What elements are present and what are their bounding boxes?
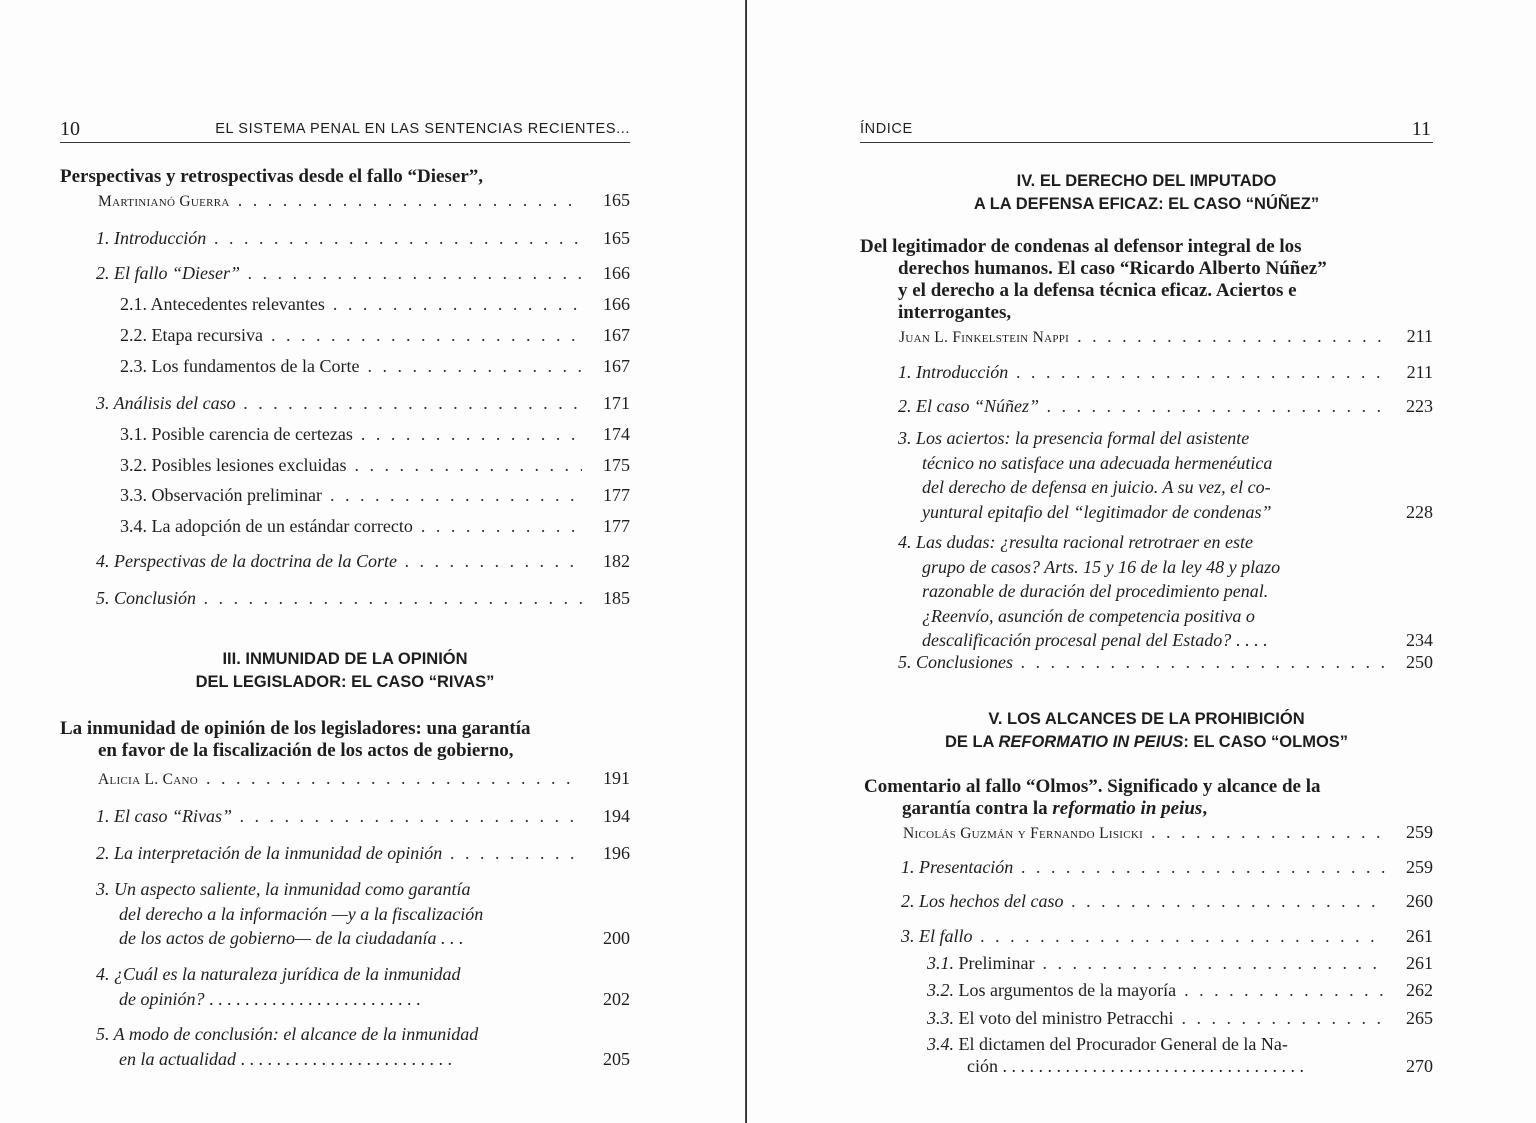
article-title: La inmunidad de opinión de los legisladores: una garantía en favor de la fiscalización de los actos de gobierno, <box>60 718 531 761</box>
author-name: Alicia L. Cano <box>98 771 198 788</box>
toc-subentry[interactable]: 3.2. Posibles lesiones excluidas . . . 175 <box>120 455 630 476</box>
section-heading: III. INMUNIDAD DE LA OPINIÓN DEL LEGISLADOR: EL CASO “RIVAS” <box>195 650 495 691</box>
section-heading: IV. EL DERECHO DEL IMPUTADO A LA DEFENSA EFICAZ: EL CASO “NÚÑEZ” <box>973 172 1320 213</box>
toc-subentry[interactable]: 2.2. Etapa recursiva . . . 167 <box>120 325 630 346</box>
section-heading: V. LOS ALCANCES DE LA PROHIBICIÓN DE LA REFORMATIO IN PEIUS: EL CASO “OLMOS” <box>944 710 1349 751</box>
toc-author-entry[interactable] <box>98 190 630 212</box>
right-page <box>747 0 1536 1123</box>
toc-subentry-multiline[interactable]: 3.4. El dictamen del Procurador General de la Na- ción . . . . . . . . . . . . . . . . . . . . . . . . . . . . . . . . . . 270 <box>927 1034 1433 1076</box>
toc-entry[interactable]: 5. Conclusión . . . 185 <box>96 588 630 609</box>
toc-subentry[interactable]: 2.1. Antecedentes relevantes . . . 166 <box>120 294 630 315</box>
toc-entry-multiline[interactable]: 3. Los aciertos: la presencia formal del asistente técnico no satisface una adecuada hermenéutica del derecho de defensa en juicio. A su vez, el co- yuntural epitafio del “legitimador de condenas” 228 <box>898 428 1433 522</box>
toc-subentry[interactable]: 2.3. Los fundamentos de la Corte . . . 167 <box>120 356 630 377</box>
article-title: Perspectivas y retrospectivas desde el fallo “Dieser”, <box>60 166 484 187</box>
running-head: EL SISTEMA PENAL EN LAS SENTENCIAS RECIENTES... <box>215 121 630 137</box>
article-title: Del legitimador de condenas al defensor integral de los derechos humanos. El caso “Ricardo Alberto Núñez” y el derecho a la defensa técnica eficaz. Aciertos e interrogantes, <box>860 236 1327 323</box>
toc-entry[interactable]: 1. Presentación . . . 259 <box>901 857 1433 878</box>
toc-entry[interactable]: 4. Perspectivas de la doctrina de la Corte . . . 182 <box>96 551 630 572</box>
toc-entry[interactable]: 3. El fallo . . . 261 <box>901 926 1433 947</box>
running-head: ÍNDICE <box>860 121 913 137</box>
left-running-header <box>60 118 630 143</box>
author-name: Martinianó Guerra <box>98 193 230 210</box>
toc-entry[interactable]: 2. El fallo “Dieser” . . . 166 <box>96 263 630 284</box>
toc-subentry[interactable]: 3.2. Los argumentos de la mayoría . . . 262 <box>927 980 1433 1001</box>
toc-entry[interactable]: 1. Introducción . . . 165 <box>96 228 630 249</box>
toc-entry[interactable]: 2. El caso “Núñez” . . . 223 <box>898 396 1433 417</box>
dot-leader <box>238 190 582 211</box>
toc-subentry[interactable]: 3.3. El voto del ministro Petracchi . . . 265 <box>927 1008 1433 1029</box>
toc-subentry[interactable]: 3.3. Observación preliminar . . . 177 <box>120 485 630 506</box>
toc-entry-multiline[interactable]: 3. Un aspecto saliente, la inmunidad como garantía del derecho a la información —y a la fiscalización de los actos de gobierno— de la ciudadanía . . . 200 <box>96 879 630 948</box>
toc-subentry[interactable]: 3.4. La adopción de un estándar correcto . . . 177 <box>120 516 630 537</box>
toc-entry[interactable]: 5. Conclusiones . . . 250 <box>898 652 1433 673</box>
toc-author-entry[interactable]: Alicia L. Cano . . . 191 <box>98 768 630 790</box>
toc-subentry[interactable]: 3.1. Preliminar . . . 261 <box>927 953 1433 974</box>
toc-entry[interactable]: 2. Los hechos del caso . . . 260 <box>901 891 1433 912</box>
toc-entry-multiline[interactable]: 4. Las dudas: ¿resulta racional retrotraer en este grupo de casos? Arts. 15 y 16 de la ley 48 y plazo razonable de duración del procedimiento penal. ¿Reenvío, asunción de competencia positiva o descalificación procesal penal del Estado? . . . . 234 <box>898 532 1433 650</box>
toc-entry-multiline[interactable]: 5. A modo de conclusión: el alcance de la inmunidad en la actualidad . . . . . . . . . . . . . . . . . . . . . . . . 205 <box>96 1024 630 1069</box>
toc-entry[interactable]: 3. Análisis del caso . . . 171 <box>96 393 630 414</box>
page-number: 11 <box>1411 118 1431 140</box>
toc-entry[interactable]: 2. La interpretación de la inmunidad de opinión . . . 196 <box>96 843 630 864</box>
toc-entry-multiline[interactable]: 4. ¿Cuál es la naturaleza jurídica de la inmunidad de opinión? . . . . . . . . . . . . . . . . . . . . . . . . 202 <box>96 964 630 1009</box>
left-page <box>0 0 745 1123</box>
toc-entry[interactable]: 1. El caso “Rivas” . . . 194 <box>96 806 630 827</box>
toc-author-entry[interactable]: Nicolás Guzmán y Fernando Lisicki . . . 259 <box>903 822 1433 844</box>
page-ref: 165 <box>603 190 630 210</box>
author-name: Nicolás Guzmán y Fernando Lisicki <box>903 825 1144 842</box>
toc-subentry[interactable]: 3.1. Posible carencia de certezas . . . 174 <box>120 424 630 445</box>
right-running-header <box>860 118 1433 143</box>
page-number: 10 <box>60 118 80 140</box>
toc-entry[interactable]: 1. Introducción . . . 211 <box>898 362 1433 383</box>
toc-author-entry[interactable]: Juan L. Finkelstein Nappi . . . 211 <box>899 326 1433 348</box>
article-title: Comentario al fallo “Olmos”. Significado y alcance de la garantía contra la reformatio in peius, <box>864 776 1321 819</box>
author-name: Juan L. Finkelstein Nappi <box>899 329 1070 346</box>
